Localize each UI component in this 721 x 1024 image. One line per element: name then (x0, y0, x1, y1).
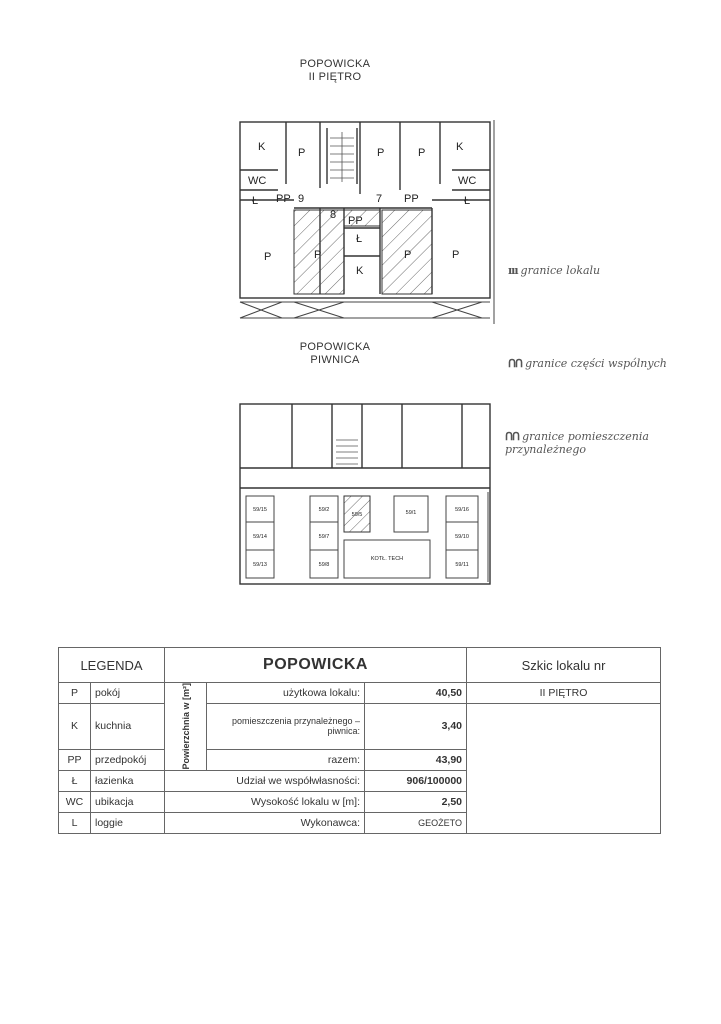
usable-area-value: 40,50 (365, 683, 467, 704)
appurtenant-area-value: 3,40 (365, 704, 467, 750)
note-unit-boundary: ııı granice lokalu (508, 264, 601, 277)
note-appurtenant-boundary: ᑎᑎ granice pomieszczenia przynależnego (505, 430, 649, 456)
legend-header: LEGENDA (59, 648, 165, 683)
sketch-area (467, 704, 661, 834)
total-area-label: razem: (207, 749, 365, 770)
code-room: P (59, 683, 91, 704)
total-area-value: 43,90 (365, 749, 467, 770)
caption-street: POPOWICKA (299, 341, 371, 353)
code-wc: WC (59, 791, 91, 812)
room-label-room: P (404, 249, 412, 261)
share-value: 906/100000 (365, 770, 467, 791)
cellar-label: 59/11 (455, 562, 469, 568)
height-value: 2,50 (365, 791, 467, 812)
cellar-label: 59/15 (253, 507, 267, 513)
room-label-kitchen: K (258, 141, 266, 153)
room-label-hall: PP (276, 193, 291, 205)
cellar-label: 59/7 (318, 534, 330, 540)
room-label-bathroom: Ł (356, 233, 363, 245)
room-label-wc: WC (248, 175, 267, 187)
floor-plan-caption (270, 58, 400, 84)
contractor-value: GEOŻETO (365, 812, 467, 833)
room-label-room: P (264, 251, 272, 263)
caption-street: POPOWICKA (299, 58, 371, 70)
room-label-room: P (452, 249, 460, 261)
caption-floor: II PIĘTRO (308, 71, 362, 83)
cellar-label: 59/14 (253, 534, 267, 540)
room-label-hall: PP (348, 215, 363, 227)
appurtenant-area-label: pomieszczenia przynależnego – piwnica: (207, 704, 365, 750)
area-group-cell (165, 683, 207, 771)
contractor-label: Wykonawca: (165, 812, 365, 833)
cellar-label: 59/16 (455, 507, 469, 513)
cellar-label: 59/13 (253, 562, 267, 568)
second-floor-plan (232, 118, 502, 326)
cellar-label: 59/1 (405, 510, 417, 516)
room-label-bathroom: Ł (464, 195, 471, 207)
caption-basement: PIWNICA (310, 354, 360, 366)
room-label-kitchen: K (356, 265, 364, 277)
cellar-label: 59/8 (318, 562, 330, 568)
code-loggia-name: loggie (91, 812, 165, 833)
code-wc-name: ubikacja (91, 791, 165, 812)
unit-number: 9 (298, 193, 305, 205)
room-label-room: P (418, 147, 426, 159)
room-label-room: P (377, 147, 385, 159)
cellar-label: 59/2 (318, 507, 330, 513)
unit-number: 7 (376, 193, 383, 205)
area-group-label: Powierzchnia w [m²] (180, 683, 191, 770)
note-common-boundary: ᑎᑎ granice części wspólnych (508, 357, 667, 370)
cellar-label: 59/5 (351, 512, 363, 518)
floor-name: II PIĘTRO (467, 683, 661, 704)
room-label-kitchen: K (456, 141, 464, 153)
room-label-bathroom: Ł (252, 195, 259, 207)
legend-title: POPOWICKA (165, 648, 467, 683)
usable-area-label: użytkowa lokalu: (207, 683, 365, 704)
room-label-room: P (298, 147, 306, 159)
code-kitchen-name: kuchnia (91, 704, 165, 750)
room-label-wc: WC (458, 175, 477, 187)
room-label-room: P (314, 249, 322, 261)
code-bathroom-name: łazienka (91, 770, 165, 791)
unit-number: 8 (330, 209, 337, 221)
code-hall-name: przedpokój (91, 749, 165, 770)
height-label: Wysokość lokalu w [m]: (165, 791, 365, 812)
code-loggia: L (59, 812, 91, 833)
basement-plan-caption (270, 341, 400, 367)
code-bathroom: Ł (59, 770, 91, 791)
share-label: Udział we współwłasności: (165, 770, 365, 791)
basement-plan (232, 400, 502, 592)
sketch-title: Szkic lokalu nr (467, 648, 661, 683)
code-room-name: pokój (91, 683, 165, 704)
room-label-hall: PP (404, 193, 419, 205)
cellar-label: 59/10 (455, 534, 469, 540)
code-hall: PP (59, 749, 91, 770)
boiler-room-label: KOTŁ. TECH (370, 556, 404, 562)
legend-table (58, 647, 661, 834)
code-kitchen: K (59, 704, 91, 750)
